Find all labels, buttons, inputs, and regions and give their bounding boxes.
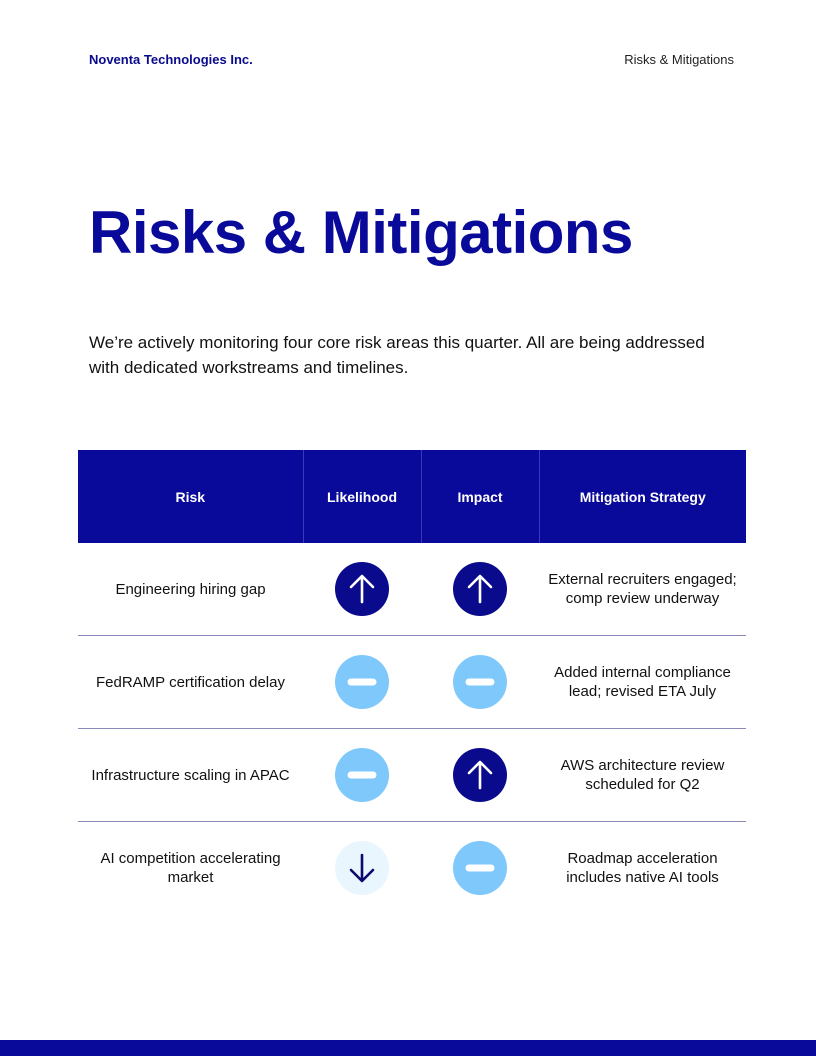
likelihood-cell [303, 729, 421, 822]
minus-icon [453, 841, 507, 895]
impact-cell [421, 636, 539, 729]
risk-name: Engineering hiring gap [78, 543, 303, 636]
risk-name: FedRAMP certification delay [78, 636, 303, 729]
risk-table [78, 450, 746, 914]
mitigation-text: Roadmap acceleration includes native AI tools [566, 850, 719, 886]
table-row [78, 729, 746, 822]
footer-bar [0, 1040, 816, 1056]
likelihood-cell [303, 543, 421, 636]
likelihood-cell [303, 636, 421, 729]
section-label: Risks & Mitigations [624, 52, 734, 67]
mitigation-text: Added internal compliance lead; revised ETA July [539, 636, 746, 729]
likelihood-cell [303, 822, 421, 915]
table-header-row [78, 450, 746, 543]
minus-icon [453, 655, 507, 709]
header-mitigation: Mitigation Strategy [539, 450, 746, 543]
table-row [78, 636, 746, 729]
impact-cell [421, 729, 539, 822]
table-row [78, 822, 746, 915]
arrow-up-icon [453, 562, 507, 616]
impact-cell [421, 822, 539, 915]
minus-icon [335, 655, 389, 709]
minus-icon [335, 748, 389, 802]
mitigation-text: External recruiters engaged; comp review underway [539, 543, 746, 636]
header-likelihood: Likelihood [303, 450, 421, 543]
company-name: Noventa Technologies Inc. [89, 52, 253, 67]
impact-cell [421, 543, 539, 636]
arrow-down-icon [335, 841, 389, 895]
mitigation-text: AWS architecture review scheduled for Q2 [539, 729, 746, 822]
risk-name: AI competition accelerating market [100, 850, 281, 886]
arrow-up-icon [335, 562, 389, 616]
intro-text: We’re actively monitoring four core risk areas this quarter. All are being addressed with dedicated workstreams and timelines. [89, 333, 705, 377]
arrow-up-icon [453, 748, 507, 802]
header-risk: Risk [78, 450, 303, 543]
risk-name: Infrastructure scaling in APAC [78, 729, 303, 822]
page-title: Risks & Mitigations [89, 199, 633, 266]
table-row [78, 543, 746, 636]
header-impact: Impact [421, 450, 539, 543]
